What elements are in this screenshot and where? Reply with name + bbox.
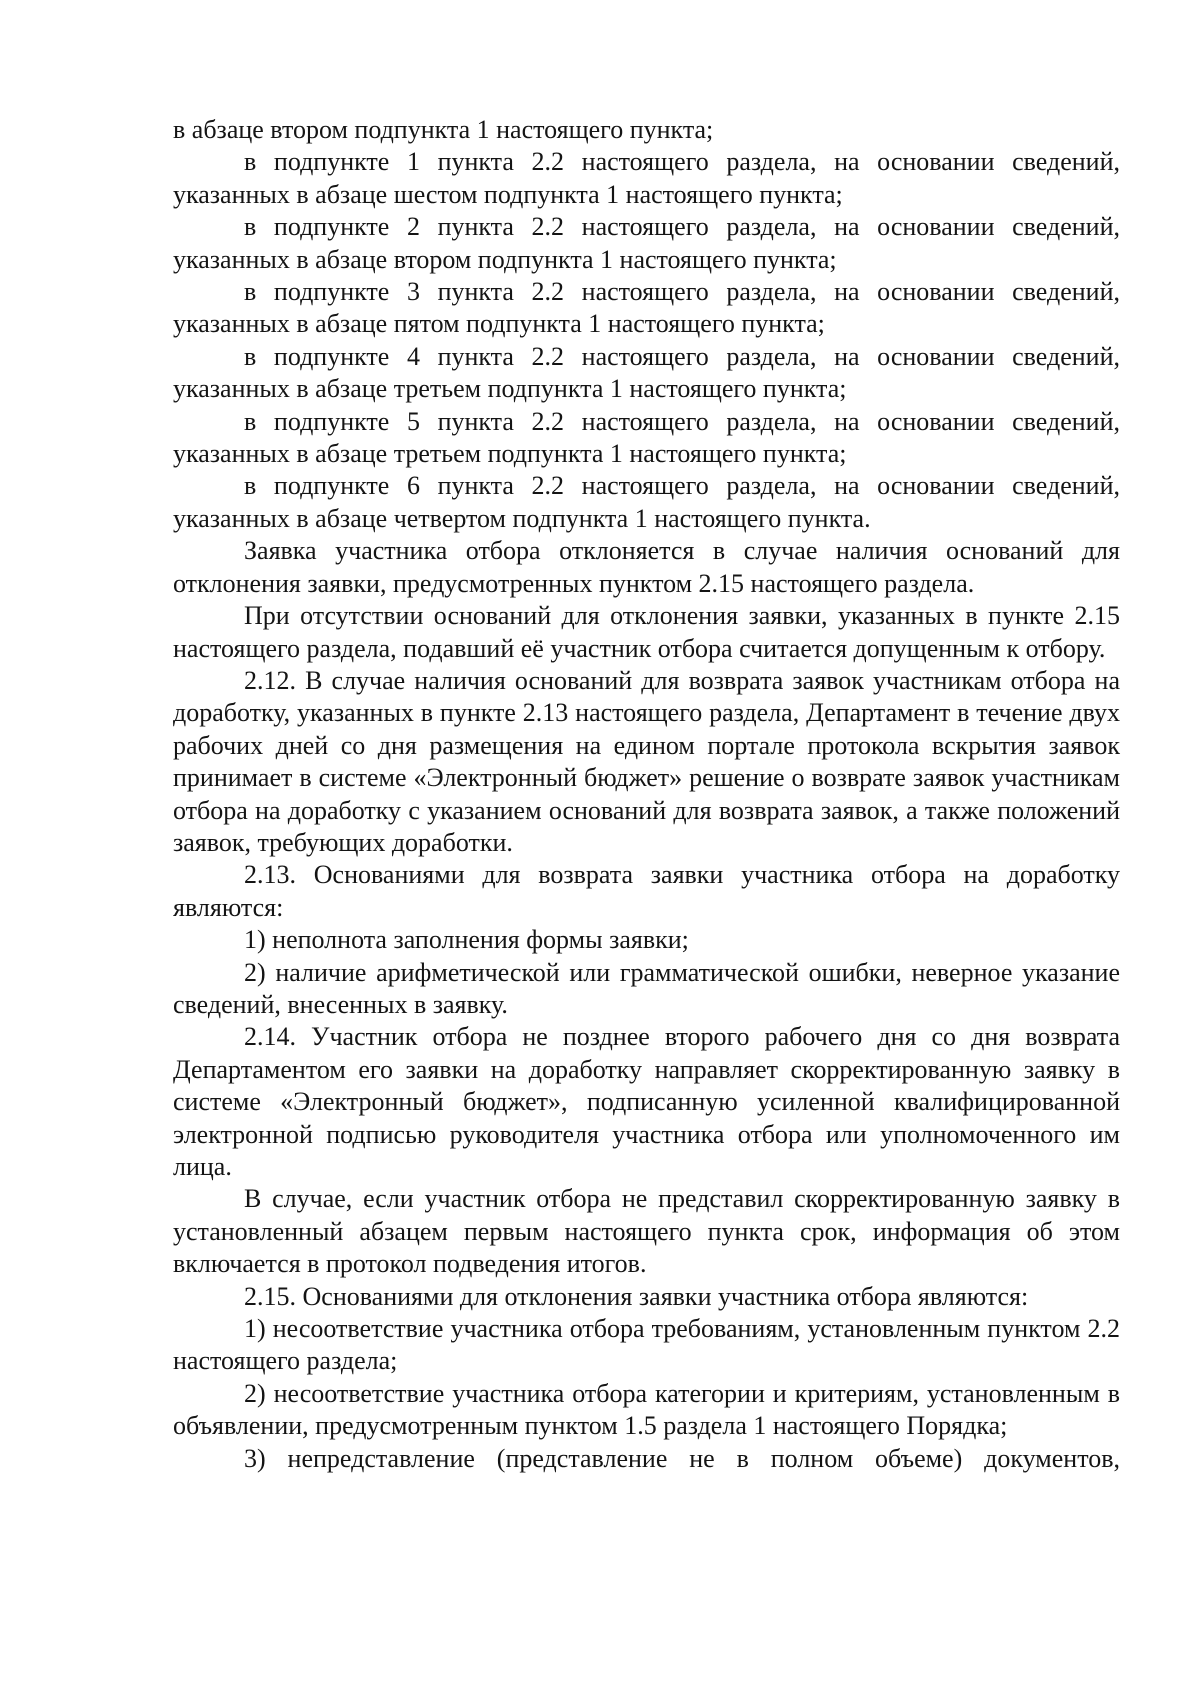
section-paragraph-2-14: 2.14. Участник отбора не позднее второго рабочего дня со дня возврата Департаментом его заявки на доработку направляет скорректированную заявку в системе «Электронный бюджет», подписанную усиленной квалифицированной электронной подписью руководителя участника отбора или уполномоченного им лица.	[173, 1022, 1120, 1181]
paragraph: в подпункте 2 пункта 2.2 настоящего раздела, на основании сведений, указанных в абзаце втором подпункта 1 настоящего пункта;	[173, 212, 1120, 274]
list-item-continued: 3) непредставление (представление не в полном объеме) документов,	[244, 1443, 1120, 1473]
list-item: 2) несоответствие участника отбора категории и критериям, установленным в объявлении, предусмотренным пунктом 1.5 раздела 1 настоящего Порядка;	[173, 1378, 1120, 1441]
list-item: 1) несоответствие участника отбора требованиям, установленным пунктом 2.2 настоящего раздела;	[173, 1314, 1120, 1376]
paragraph: в подпункте 6 пункта 2.2 настоящего раздела, на основании сведений, указанных в абзаце четвертом подпункта 1 настоящего пункта.	[173, 471, 1120, 533]
paragraph: При отсутствии оснований для отклонения заявки, указанных в пункте 2.15 настоящего раздела, подавший её участник отбора считается допущенным к отбору.	[173, 601, 1120, 663]
list-item: 2) наличие арифметической или грамматической ошибки, неверное указание сведений, внесенных в заявку.	[173, 957, 1120, 1019]
section-paragraph-2-12: 2.12. В случае наличия оснований для возврата заявок участникам отбора на доработку, указанных в пункте 2.13 настоящего раздела, Департамент в течение двух рабочих дней со дня размещения на едином портале протокола вскрытия заявок принимает в системе «Электронный бюджет» решение о возврате заявок участникам отбора на доработку с указанием оснований для возврата заявок, а также положений заявок, требующих доработки.	[173, 665, 1120, 857]
document-body	[173, 114, 1120, 1475]
paragraph: В случае, если участник отбора не представил скорректированную заявку в установленный абзацем первым настоящего пункта срок, информация об этом включается в протокол подведения итогов.	[173, 1184, 1120, 1279]
section-paragraph-2-13: 2.13. Основаниями для возврата заявки участника отбора на доработку являются:	[173, 860, 1120, 922]
paragraph: Заявка участника отбора отклоняется в случае наличия оснований для отклонения заявки, предусмотренных пунктом 2.15 настоящего раздела.	[173, 536, 1120, 598]
paragraph: в подпункте 3 пункта 2.2 настоящего раздела, на основании сведений, указанных в абзаце пятом подпункта 1 настоящего пункта;	[173, 277, 1120, 339]
paragraph: в подпункте 4 пункта 2.2 настоящего раздела, на основании сведений, указанных в абзаце третьем подпункта 1 настоящего пункта;	[173, 341, 1120, 404]
section-paragraph-2-15: 2.15. Основаниями для отклонения заявки участника отбора являются:	[244, 1281, 1029, 1311]
paragraph: в подпункте 5 пункта 2.2 настоящего раздела, на основании сведений, указанных в абзаце третьем подпункта 1 настоящего пункта;	[173, 406, 1120, 469]
paragraph: в подпункте 1 пункта 2.2 настоящего раздела, на основании сведений, указанных в абзаце шестом подпункта 1 настоящего пункта;	[173, 147, 1120, 209]
paragraph-continuation: в абзаце втором подпункта 1 настоящего пункта;	[173, 115, 714, 144]
list-item: 1) неполнота заполнения формы заявки;	[244, 925, 689, 955]
